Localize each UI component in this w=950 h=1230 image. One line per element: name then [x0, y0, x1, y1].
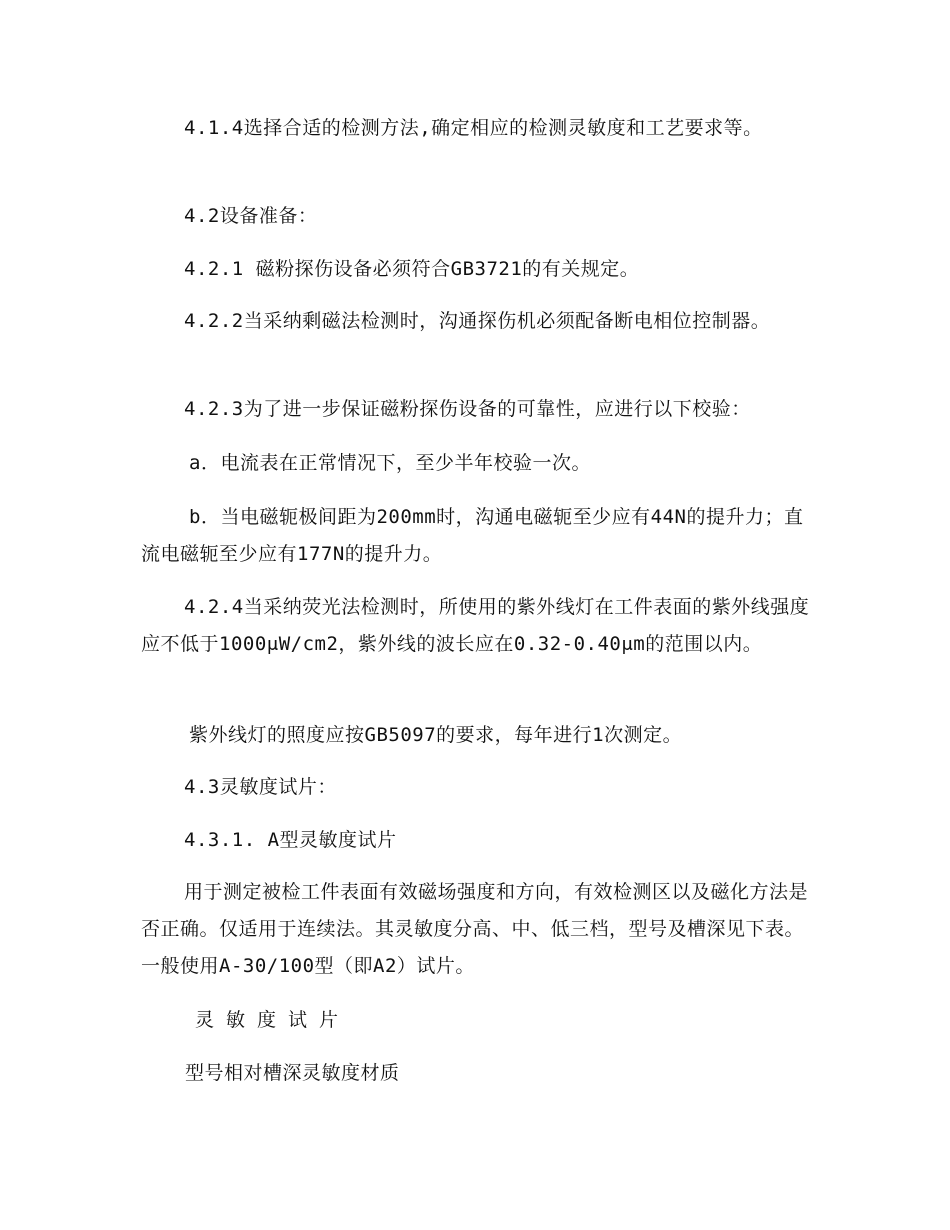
heading-4-2: 4.2设备准备： — [184, 205, 318, 227]
list-item-a: a．电流表在正常情况下，至少半年校验一次。 — [189, 452, 591, 474]
paragraph-4-2-4: 4.2.4当采纳荧光法检测时，所使用的紫外线灯在工件表面的紫外线强度应不低于1000μW/cm2，紫外线的波长应在0.32-0.40μm的范围以内。 — [141, 596, 810, 655]
heading-4-3: 4.3灵敏度试片： — [184, 776, 337, 798]
table-header: 型号相对槽深灵敏度材质 — [185, 1062, 400, 1084]
paragraph-4-2-3: 4.2.3为了进一步保证磁粉探伤设备的可靠性，应进行以下校验： — [184, 398, 751, 420]
paragraph-uv-lamp: 紫外线灯的照度应按GB5097的要求，每年进行1次测定。 — [189, 724, 683, 746]
paragraph-4-1-4: 4.1.4选择合适的检测方法,确定相应的检测灵敏度和工艺要求等。 — [184, 117, 763, 139]
paragraph-4-2-2: 4.2.2当采纳剩磁法检测时，沟通探伤机必须配备断电相位控制器。 — [184, 310, 771, 332]
paragraph-4-2-1: 4.2.1 磁粉探伤设备必须符合GB3721的有关规定。 — [184, 258, 640, 280]
heading-4-3-1: 4.3.1. A型灵敏度试片 — [184, 829, 397, 851]
paragraph-test-piece: 用于测定被检工件表面有效磁场强度和方向，有效检测区以及磁化方法是否正确。仅适用于连续法。其灵敏度分高、中、低三档，型号及槽深见下表。一般使用A-30/100型（即A2）试片。 — [141, 881, 809, 977]
table-title: 灵敏度试片 — [195, 1009, 351, 1031]
list-item-b: b．当电磁轭极间距为200mm时，沟通电磁轭至少应有44N的提升力；直流电磁轭至少应有177N的提升力。 — [141, 506, 804, 565]
